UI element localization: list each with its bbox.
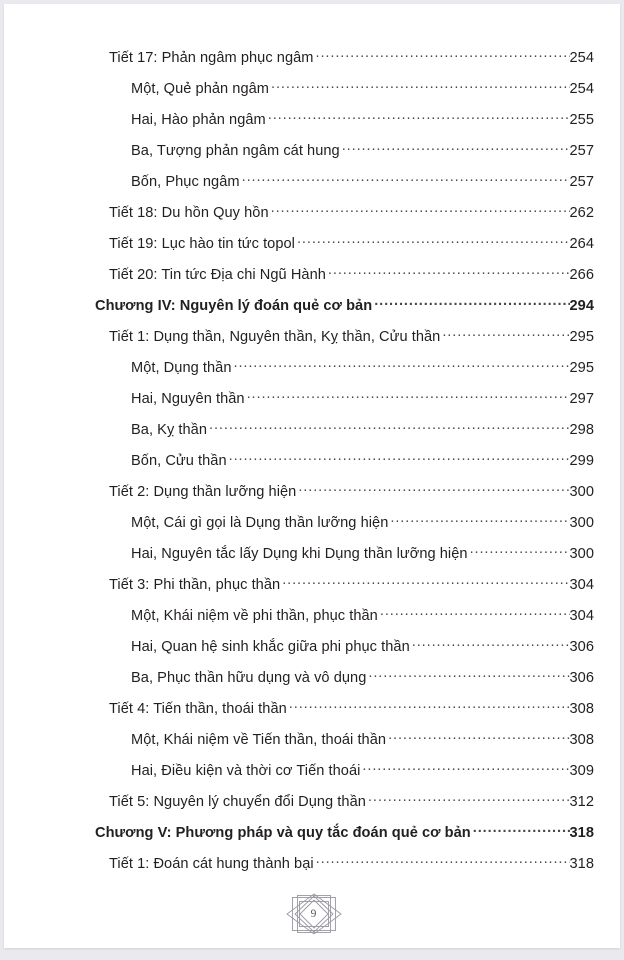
toc-subsection-row [4,171,620,202]
toc-entry-title: Bốn, Cửu thần [131,452,227,469]
toc-entry-page-number: 297 [569,390,594,407]
toc-subsection-row [4,760,620,791]
toc-section-row [4,853,620,884]
dot-leader [247,388,570,403]
page-footer [4,893,620,935]
toc-entry-title: Tiết 19: Lục hào tin tức topol [109,235,295,252]
toc-entry-title: Tiết 5: Nguyên lý chuyển đổi Dụng thần [109,793,366,810]
dot-leader [268,109,570,124]
toc-entry-page-number: 300 [569,514,594,531]
toc-entry-title: Tiết 17: Phản ngâm phục ngâm [109,49,314,66]
toc-section-row [4,264,620,295]
toc-entry-title: Tiết 3: Phi thần, phục thần [109,576,281,593]
toc-subsection-row [4,636,620,667]
dot-leader [271,202,570,217]
toc-entry-title: Một, Quẻ phản ngâm [131,80,270,97]
toc-entry-title: Tiết 18: Du hồn Quy hồn [109,204,269,221]
toc-section-row [4,698,620,729]
toc-entry-title: Một, Khái niệm về phi thần, phục thần [131,607,378,624]
toc-entry-page-number: 294 [569,297,594,314]
toc-entry-title: Hai, Điều kiện và thời cơ Tiến thoái [131,762,361,779]
dot-leader [316,853,570,868]
toc-subsection-row [4,78,620,109]
toc-entry-page-number: 295 [569,359,594,376]
toc-entry-page-number: 254 [569,49,594,66]
toc-entry-page-number: 257 [569,173,594,190]
footer-page-number: 9 [310,908,317,920]
toc-entry-page-number: 298 [569,421,594,438]
dot-leader [297,233,570,248]
dot-leader [473,822,570,837]
dot-leader [298,481,569,496]
dot-leader [209,419,570,434]
toc-section-row [4,326,620,357]
dot-leader [374,295,569,310]
toc-section-row [4,791,620,822]
toc-entry-page-number: 254 [569,80,594,97]
toc-subsection-row [4,357,620,388]
dot-leader [229,450,570,465]
toc-subsection-row [4,109,620,140]
toc-subsection-row [4,388,620,419]
toc-section-row [4,574,620,605]
toc-entry-title: Hai, Nguyên tắc lấy Dụng khi Dụng thần lưỡng hiện [131,545,468,562]
toc-chapter-row [4,295,620,326]
toc-subsection-row [4,450,620,481]
table-of-contents [4,47,620,884]
diamond-square-ornament-icon [286,893,342,935]
toc-subsection-row [4,419,620,450]
toc-entry-title: Một, Cái gì gọi là Dụng thần lưỡng hiện [131,514,389,531]
toc-entry-page-number: 257 [569,142,594,159]
toc-entry-page-number: 306 [569,669,594,686]
toc-section-row [4,481,620,512]
dot-leader [388,729,569,744]
toc-entry-page-number: 255 [569,111,594,128]
toc-entry-title: Bốn, Phục ngâm [131,173,240,190]
dot-leader [342,140,570,155]
toc-entry-title: Ba, Tượng phản ngâm cát hung [131,142,340,159]
toc-entry-title: Tiết 20: Tin tức Địa chi Ngũ Hành [109,266,326,283]
toc-entry-title: Tiết 4: Tiến thần, thoái thần [109,700,287,717]
toc-section-row [4,47,620,78]
toc-entry-title: Chương V: Phương pháp và quy tắc đoán quẻ cơ bản [95,824,471,841]
dot-leader [412,636,570,651]
toc-entry-title: Ba, Phục thần hữu dụng và vô dụng [131,669,367,686]
toc-subsection-row [4,543,620,574]
toc-entry-title: Tiết 2: Dụng thần lưỡng hiện [109,483,297,500]
toc-entry-title: Tiết 1: Dụng thần, Nguyên thần, Kỵ thần, Cửu thần [109,328,441,345]
toc-subsection-row [4,729,620,760]
toc-section-row [4,202,620,233]
toc-subsection-row [4,605,620,636]
dot-leader [316,47,570,62]
toc-entry-page-number: 306 [569,638,594,655]
toc-entry-page-number: 312 [569,793,594,810]
dot-leader [242,171,570,186]
toc-entry-page-number: 318 [569,824,594,841]
toc-entry-title: Hai, Quan hệ sinh khắc giữa phi phục thần [131,638,410,655]
dot-leader [368,791,570,806]
toc-entry-title: Tiết 1: Đoán cát hung thành bại [109,855,314,872]
toc-subsection-row [4,512,620,543]
dot-leader [282,574,569,589]
dot-leader [442,326,569,341]
toc-entry-page-number: 300 [569,483,594,500]
toc-entry-page-number: 264 [569,235,594,252]
dot-leader [271,78,569,93]
toc-entry-page-number: 309 [569,762,594,779]
toc-entry-page-number: 299 [569,452,594,469]
toc-entry-page-number: 295 [569,328,594,345]
toc-entry-title: Hai, Nguyên thần [131,390,245,407]
dot-leader [368,667,569,682]
dot-leader [328,264,570,279]
toc-subsection-row [4,667,620,698]
dot-leader [390,512,569,527]
toc-entry-page-number: 266 [569,266,594,283]
dot-leader [233,357,569,372]
toc-entry-page-number: 304 [569,607,594,624]
toc-entry-page-number: 300 [569,545,594,562]
toc-entry-title: Ba, Kỵ thần [131,421,207,438]
toc-entry-page-number: 308 [569,700,594,717]
toc-entry-title: Một, Dụng thần [131,359,232,376]
toc-entry-title: Hai, Hào phản ngâm [131,111,266,128]
toc-entry-title: Chương IV: Nguyên lý đoán quẻ cơ bản [95,297,373,314]
toc-subsection-row [4,140,620,171]
toc-entry-page-number: 318 [569,855,594,872]
dot-leader [289,698,570,713]
toc-entry-page-number: 304 [569,576,594,593]
toc-chapter-row [4,822,620,853]
dot-leader [380,605,570,620]
document-page [4,4,620,948]
toc-section-row [4,233,620,264]
toc-entry-title: Một, Khái niệm về Tiến thần, thoái thần [131,731,387,748]
toc-entry-page-number: 262 [569,204,594,221]
dot-leader [362,760,569,775]
toc-entry-page-number: 308 [569,731,594,748]
dot-leader [470,543,570,558]
